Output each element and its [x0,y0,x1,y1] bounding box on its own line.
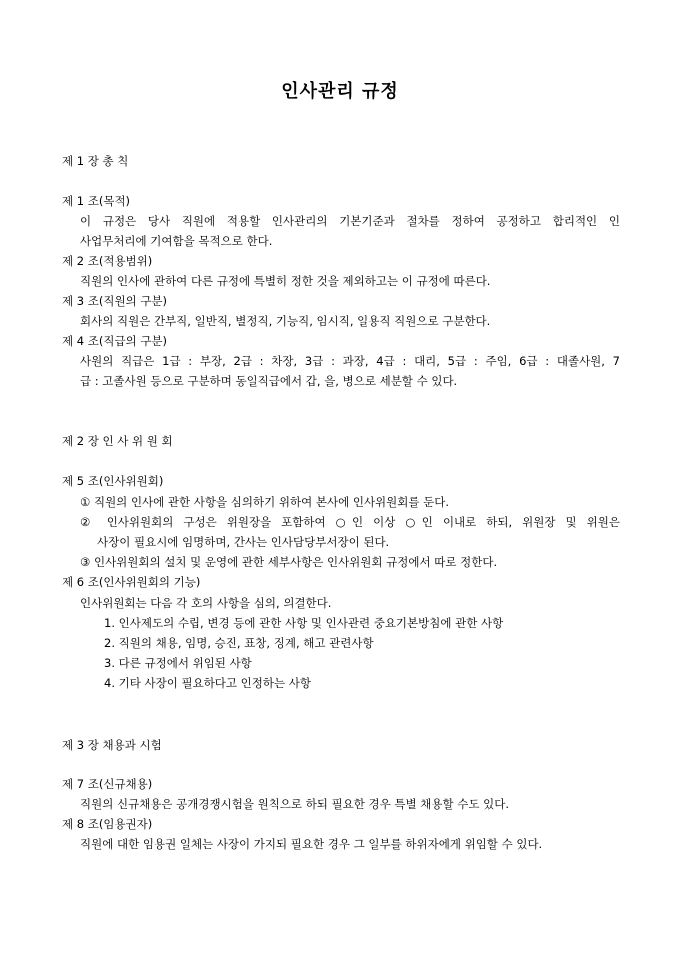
document-title: 인사관리 규정 [281,81,399,102]
article-6-item-2: 2. 직원의 채용, 임명, 승진, 표창, 징계, 해고 관련사항 [104,636,374,650]
article-6-heading: 제 6 조(인사위원회의 기능) [62,575,201,589]
article-2-heading: 제 2 조(적용범위) [62,254,153,268]
article-1-text-line-1: 이 규정은 당사 직원에 적용할 인사관리의 기본기준과 절차를 정하여 공정하고 합리적인 인 [80,214,620,228]
chapter-1-heading: 제 1 장 총 칙 [62,154,129,168]
article-1-text-line-2: 사업무처리에 기여함을 목적으로 한다. [80,234,273,248]
article-7-heading: 제 7 조(신규채용) [62,777,153,791]
chapter-3-heading: 제 3 장 채용과 시험 [62,738,162,752]
article-1-heading: 제 1 조(목적) [62,194,131,208]
article-8-text: 직원에 대한 임용권 일체는 사장이 가지되 필요한 경우 그 일부를 하위자에게 위임할 수 있다. [80,837,543,851]
article-6-item-3: 3. 다른 규정에서 위임된 사항 [104,656,252,670]
article-5-heading: 제 5 조(인사위원회) [62,474,164,488]
article-6-intro: 인사위원회는 다음 각 호의 사항을 심의, 의결한다. [80,596,332,610]
article-3-heading: 제 3 조(직원의 구분) [62,294,168,308]
article-4-text-line-2: 급 : 고졸사원 등으로 구분하며 동일직급에서 갑, 을, 병으로 세분할 수 있다. [80,374,458,388]
article-4-text-line-1: 사원의 직급은 1급 : 부장, 2급 : 차장, 3급 : 과장, 4급 : 대리, 5급 : 주임, 6급 : 대졸사원, 7 [80,354,620,368]
article-6-item-4: 4. 기타 사장이 필요하다고 인정하는 사항 [104,676,311,690]
article-8-heading: 제 8 조(임용권자) [62,817,153,831]
article-7-text: 직원의 신규채용은 공개경쟁시험을 원칙으로 하되 필요한 경우 특별 채용할 수도 있다. [80,797,510,811]
article-5-paragraph-2-line-2: 사장이 필요시에 임명하며, 간사는 인사담당부서장이 된다. [97,535,390,549]
article-5-paragraph-3: ③ 인사위원회의 설치 및 운영에 관한 세부사항은 인사위원회 규정에서 따로 정한다. [80,555,498,569]
article-4-heading: 제 4 조(직급의 구분) [62,334,168,348]
article-5-paragraph-1: ① 직원의 인사에 관한 사항을 심의하기 위하여 본사에 인사위원회를 둔다. [80,495,450,509]
chapter-2-heading: 제 2 장 인 사 위 원 회 [62,434,173,448]
article-3-text: 회사의 직원은 간부직, 일반직, 별정직, 기능직, 임시직, 일용직 직원으로 구분한다. [80,314,491,328]
article-6-item-1: 1. 인사제도의 수립, 변경 등에 관한 사항 및 인사관련 중요기본방침에 관한 사항 [104,616,504,630]
article-5-paragraph-2-line-1: ② 인사위원회의 구성은 위원장을 포함하여 ○인 이상 ○인 이내로 하되, 위원장 및 위원은 [80,515,620,529]
article-2-text: 직원의 인사에 관하여 다른 규정에 특별히 정한 것을 제외하고는 이 규정에 따른다. [80,274,491,288]
